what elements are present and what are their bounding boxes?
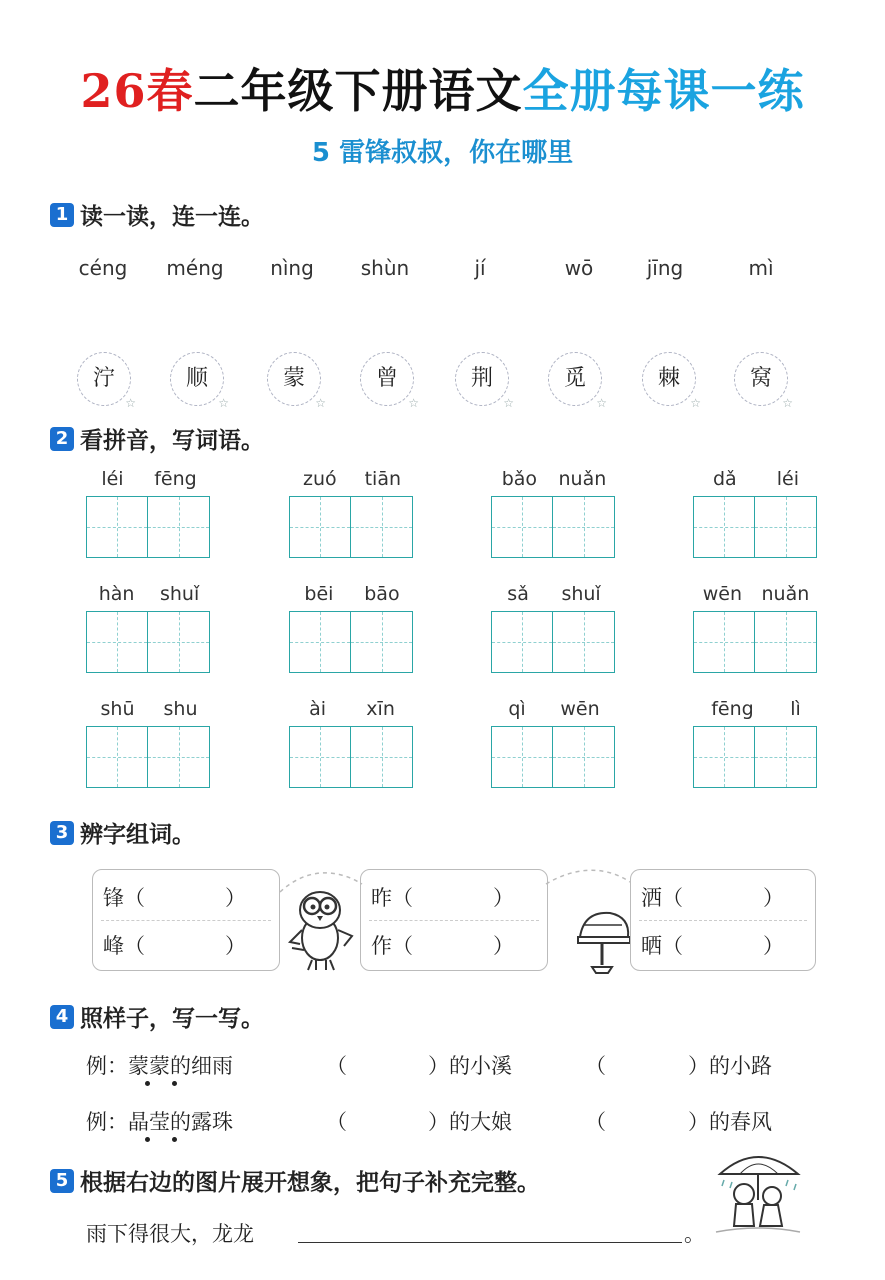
writing-grid[interactable] xyxy=(289,496,351,558)
writing-grid[interactable] xyxy=(553,496,615,558)
char-circle-text: 觅 xyxy=(563,366,586,391)
char-prompt: 峰（ xyxy=(103,934,145,958)
char-circle-text: 棘 xyxy=(657,366,680,391)
char-circle[interactable] xyxy=(267,352,326,410)
char-paren: ） xyxy=(493,934,514,958)
char-prompt: 锋（ xyxy=(103,886,145,910)
word-pinyin xyxy=(693,698,819,720)
open-paren: （ xyxy=(326,1110,347,1134)
char-prompt: 作（ xyxy=(371,934,413,958)
page-title xyxy=(0,55,885,121)
open-paren: （ xyxy=(585,1110,606,1134)
pinyin-syllable: ài xyxy=(309,698,327,720)
writing-grid[interactable] xyxy=(148,496,210,558)
char-paren: ） xyxy=(225,886,246,910)
emphasis-dot xyxy=(145,1137,150,1142)
word-item xyxy=(693,468,819,558)
char-circle[interactable] xyxy=(548,352,607,410)
sentence-end: 。 xyxy=(684,1222,705,1246)
char-prompt: 洒（ xyxy=(641,886,683,910)
word-item xyxy=(289,698,415,788)
char-circle-text: 荆 xyxy=(470,366,493,391)
umbrella-children-icon xyxy=(712,1140,804,1240)
pinyin-syllable: léi xyxy=(101,468,124,490)
writing-grid[interactable] xyxy=(491,611,553,673)
word-item xyxy=(491,583,617,673)
char-row xyxy=(371,882,514,912)
pinyin-item: jí xyxy=(474,256,486,280)
char-circle-text: 蒙 xyxy=(282,366,305,391)
pinyin-syllable: wēn xyxy=(560,698,600,720)
char-row xyxy=(103,930,246,960)
example-text: 例：蒙蒙的细雨 xyxy=(86,1054,233,1078)
writing-grid[interactable] xyxy=(351,496,413,558)
word-pinyin xyxy=(289,698,415,720)
pinyin-syllable: dǎ xyxy=(713,468,737,490)
star-icon: ☆ xyxy=(408,396,419,410)
word-item xyxy=(86,583,212,673)
word-pinyin xyxy=(86,583,212,605)
pinyin-syllable: qì xyxy=(508,698,526,720)
char-prompt: 昨（ xyxy=(371,886,413,910)
divider xyxy=(639,920,807,921)
pinyin-syllable: nuǎn xyxy=(761,583,810,605)
pinyin-syllable: xīn xyxy=(366,698,395,720)
writing-grid[interactable] xyxy=(86,611,148,673)
star-icon: ☆ xyxy=(315,396,326,410)
writing-grid[interactable] xyxy=(755,496,817,558)
section-number: 4 xyxy=(50,1005,74,1029)
star-icon: ☆ xyxy=(596,396,607,410)
emphasis-dot xyxy=(172,1137,177,1142)
pinyin-syllable: hàn xyxy=(98,583,135,605)
section-2-heading xyxy=(50,422,264,455)
pinyin-syllable: zuó xyxy=(302,468,337,490)
section-5-heading xyxy=(50,1164,540,1197)
writing-grid[interactable] xyxy=(351,726,413,788)
pinyin-syllable: sǎ xyxy=(507,583,529,605)
section-number: 1 xyxy=(50,203,74,227)
writing-grid[interactable] xyxy=(86,496,148,558)
star-icon: ☆ xyxy=(503,396,514,410)
pinyin-syllable: lì xyxy=(790,698,801,720)
open-paren: （ xyxy=(326,1054,347,1078)
divider xyxy=(101,920,271,921)
writing-grid[interactable] xyxy=(693,496,755,558)
char-row xyxy=(641,882,784,912)
char-circle[interactable] xyxy=(734,352,793,410)
emphasis-dot xyxy=(145,1081,150,1086)
char-paren: ） xyxy=(763,934,784,958)
char-circle-text: 窝 xyxy=(749,366,772,391)
word-item xyxy=(86,698,212,788)
section-number: 2 xyxy=(50,427,74,451)
pinyin-syllable: shuǐ xyxy=(159,583,200,605)
word-item xyxy=(86,468,212,558)
word-item xyxy=(693,698,819,788)
word-item xyxy=(491,468,617,558)
word-pinyin xyxy=(86,698,212,720)
pinyin-syllable: wēn xyxy=(702,583,743,605)
word-pinyin xyxy=(693,468,819,490)
char-paren: ） xyxy=(225,934,246,958)
char-prompt: 晒（ xyxy=(641,934,683,958)
word-item xyxy=(491,698,617,788)
answer-blank[interactable] xyxy=(612,1050,682,1078)
pinyin-syllable: nuǎn xyxy=(558,468,607,490)
star-icon: ☆ xyxy=(782,396,793,410)
char-circle-text: 曾 xyxy=(375,366,398,391)
pinyin-syllable: bēi xyxy=(304,583,334,605)
pinyin-syllable: shu xyxy=(163,698,198,720)
pinyin-syllable: shuǐ xyxy=(561,583,601,605)
open-paren: （ xyxy=(585,1054,606,1078)
lesson-title: 5 雷锋叔叔，你在哪里 xyxy=(311,138,574,168)
answer-blank[interactable] xyxy=(352,1106,422,1134)
word-item xyxy=(289,583,415,673)
answer-line[interactable] xyxy=(298,1242,682,1243)
phrase-text: ）的小溪 xyxy=(428,1054,512,1078)
title-red: 26春 xyxy=(80,64,194,118)
char-circle[interactable] xyxy=(77,352,136,410)
writing-grid[interactable] xyxy=(755,611,817,673)
section-text: 辨字组词。 xyxy=(80,822,195,848)
pinyin-item: méng xyxy=(166,256,224,280)
char-circle[interactable] xyxy=(360,352,419,410)
char-group-box xyxy=(360,869,548,971)
writing-grid[interactable] xyxy=(693,611,755,673)
sentence-start: 雨下得很大，龙龙 xyxy=(86,1222,254,1246)
pinyin-item: shùn xyxy=(360,256,410,280)
phrase-text: ）的大娘 xyxy=(428,1110,512,1134)
word-pinyin xyxy=(289,583,415,605)
pinyin-syllable: fēng xyxy=(711,698,754,720)
writing-grid[interactable] xyxy=(553,726,615,788)
title-black: 二年级下册语文 xyxy=(193,64,523,118)
char-circle[interactable] xyxy=(455,352,514,410)
char-circle[interactable] xyxy=(170,352,229,410)
pinyin-item: céng xyxy=(78,256,128,280)
char-group-box xyxy=(630,869,816,971)
pinyin-syllable: fēng xyxy=(154,468,197,490)
char-group-box xyxy=(92,869,280,971)
pinyin-item: jīng xyxy=(646,256,684,280)
phrase-text: ）的春风 xyxy=(688,1110,772,1134)
word-pinyin xyxy=(86,468,212,490)
word-pinyin xyxy=(491,698,617,720)
char-paren: ） xyxy=(763,886,784,910)
word-pinyin xyxy=(491,583,617,605)
pinyin-item: mì xyxy=(748,256,774,280)
writing-grid[interactable] xyxy=(491,496,553,558)
section-3-heading xyxy=(50,816,195,849)
writing-grid[interactable] xyxy=(491,726,553,788)
char-circle-text: 泞 xyxy=(92,366,115,391)
writing-grid[interactable] xyxy=(351,611,413,673)
char-row xyxy=(103,882,246,912)
writing-grid[interactable] xyxy=(755,726,817,788)
word-pinyin xyxy=(491,468,617,490)
phrase-text: ）的小路 xyxy=(688,1054,772,1078)
word-item xyxy=(693,583,819,673)
section-text: 读一读，连一连。 xyxy=(80,204,264,230)
example-text: 例：晶莹的露珠 xyxy=(86,1110,233,1134)
section-text: 根据右边的图片展开想象，把句子补充完整。 xyxy=(80,1170,540,1196)
pinyin-syllable: léi xyxy=(776,468,799,490)
section-text: 照样子，写一写。 xyxy=(80,1006,264,1032)
pinyin-syllable: tiān xyxy=(364,468,402,490)
pinyin-item: nìng xyxy=(270,256,314,280)
pinyin-syllable: bāo xyxy=(364,583,400,605)
owl-mascot-icon xyxy=(282,880,358,974)
divider xyxy=(369,920,539,921)
answer-blank[interactable] xyxy=(612,1106,682,1134)
char-circle[interactable] xyxy=(642,352,701,410)
title-blue: 全册每课一练 xyxy=(522,64,805,118)
char-circle-text: 顺 xyxy=(185,366,208,391)
star-icon: ☆ xyxy=(218,396,229,410)
writing-grid[interactable] xyxy=(86,726,148,788)
star-icon: ☆ xyxy=(690,396,701,410)
writing-grid[interactable] xyxy=(289,611,351,673)
char-paren: ） xyxy=(493,886,514,910)
emphasis-dot xyxy=(172,1081,177,1086)
star-icon: ☆ xyxy=(125,396,136,410)
pinyin-syllable: bǎo xyxy=(501,468,538,490)
char-row xyxy=(641,930,784,960)
word-item xyxy=(289,468,415,558)
section-text: 看拼音，写词语。 xyxy=(80,428,264,454)
pinyin-item: wō xyxy=(564,256,594,280)
writing-grid[interactable] xyxy=(693,726,755,788)
section-number: 5 xyxy=(50,1169,74,1193)
char-row xyxy=(371,930,514,960)
word-pinyin xyxy=(693,583,819,605)
answer-blank[interactable] xyxy=(352,1050,422,1078)
writing-grid[interactable] xyxy=(289,726,351,788)
writing-grid[interactable] xyxy=(148,726,210,788)
section-1-heading xyxy=(50,198,264,231)
writing-grid[interactable] xyxy=(148,611,210,673)
section-4-heading xyxy=(50,1000,264,1033)
mushroom-lamp-icon xyxy=(570,905,636,977)
word-pinyin xyxy=(289,468,415,490)
writing-grid[interactable] xyxy=(553,611,615,673)
pinyin-syllable: shū xyxy=(100,698,135,720)
section-number: 3 xyxy=(50,821,74,845)
